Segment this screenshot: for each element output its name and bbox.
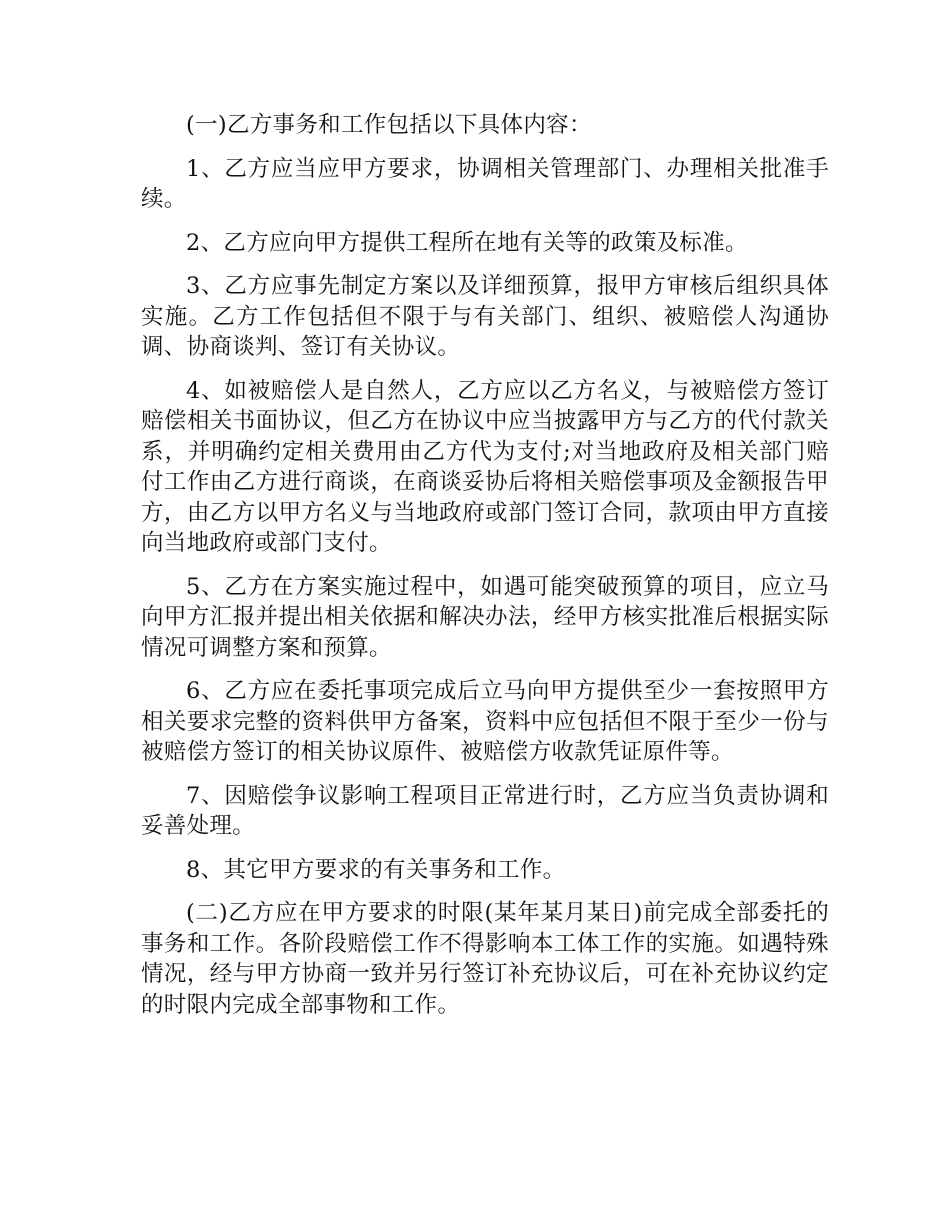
paragraph-item-3: 3、乙方应事先制定方案以及详细预算，报甲方审核后组织具体实施。乙方工作包括但不限于与有关部门、组织、被赔偿人沟通协调、协商谈判、签订有关协议。 xyxy=(141,273,829,360)
paragraph-item-4: 4、如被赔偿人是自然人，乙方应以乙方名义，与被赔偿方签订赔偿相关书面协议，但乙方在协议中应当披露甲方与乙方的代付款关系，并明确约定相关费用由乙方代为支付;对当地政府及相关部门赔付工作由乙方进行商谈，在商谈妥协后将相关赔偿事项及金额报告甲方，由乙方以甲方名义与当地政府或部门签订合同，款项由甲方直接向当地政府或部门支付。 xyxy=(141,377,829,556)
paragraph-item-5: 5、乙方在方案实施过程中，如遇可能突破预算的项目，应立马向甲方汇报并提出相关依据和解决办法，经甲方核实批准后根据实际情况可调整方案和预算。 xyxy=(141,573,829,661)
paragraph-item-1: 1、乙方应当应甲方要求，协调相关管理部门、办理相关批准手续。 xyxy=(141,155,829,212)
paragraph-item-7: 7、因赔偿争议影响工程项目正常进行时，乙方应当负责协调和妥善处理。 xyxy=(141,782,829,839)
paragraph-item-6: 6、乙方应在委托事项完成后立马向甲方提供至少一套按照甲方相关要求完整的资料供甲方备案，资料中应包括但不限于至少一份与被赔偿方签订的相关协议原件、被赔偿方收款凭证原件等。 xyxy=(141,678,829,765)
paragraph-section-1-heading: (一)乙方事务和工作包括以下具体内容： xyxy=(186,112,592,138)
document-body xyxy=(141,110,829,1033)
paragraph-item-2: 2、乙方应向甲方提供工程所在地有关等的政策及标准。 xyxy=(186,229,748,256)
paragraph-item-8: 8、其它甲方要求的有关事务和工作。 xyxy=(186,856,566,883)
paragraph-section-2: (二)乙方应在甲方要求的时限(某年某月某日)前完成全部委托的事务和工作。各阶段赔偿工作不得影响本工体工作的实施。如遇特殊情况，经与甲方协商一致并另行签订补充协议后，可在补充协议约定的时限内完成全部事物和工作。 xyxy=(141,900,829,1018)
